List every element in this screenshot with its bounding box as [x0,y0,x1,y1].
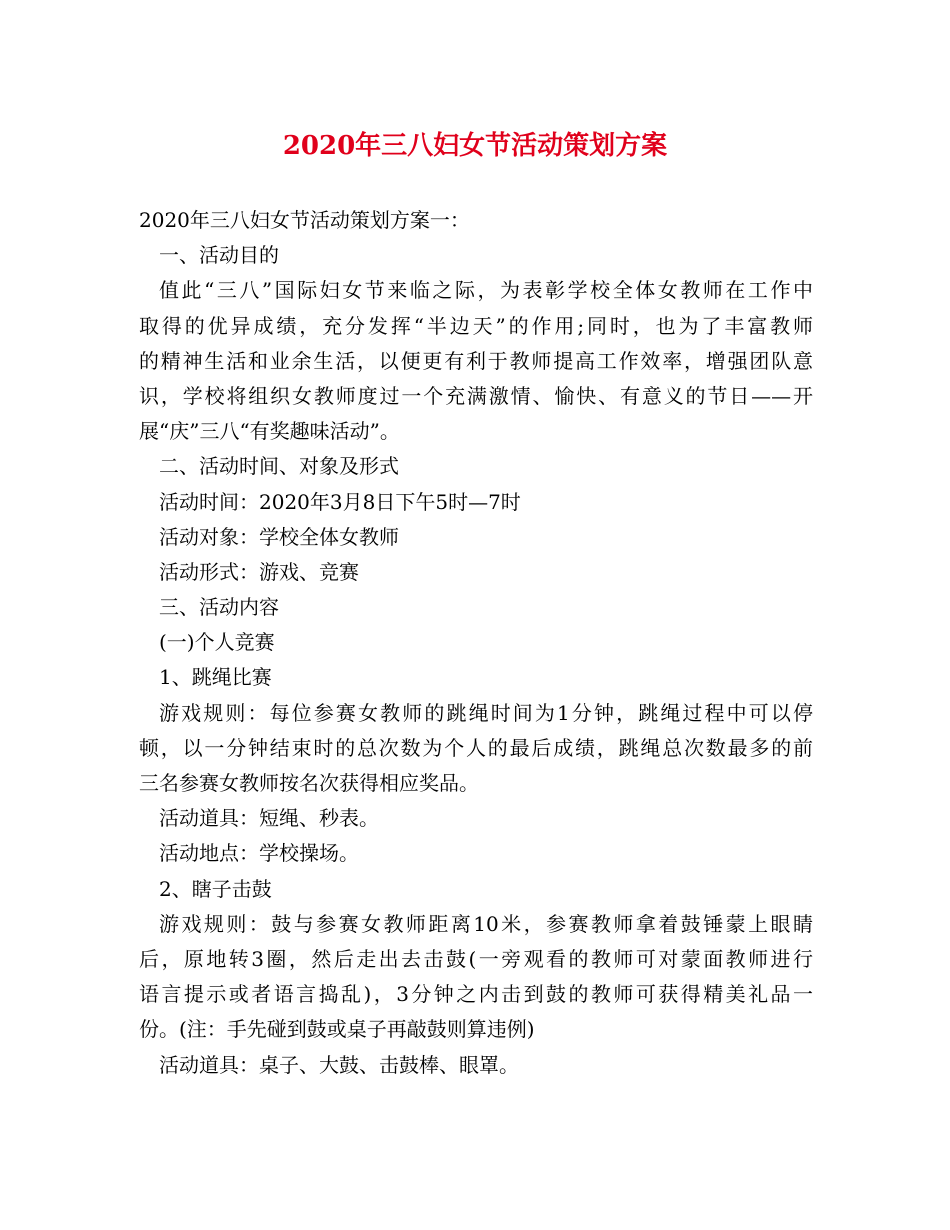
info-line-props: 活动道具：短绳、秒表。 [159,806,379,831]
section-heading-time: 二、活动时间、对象及形式 [159,454,399,479]
section-intro-heading: 2020年三八妇女节活动策划方案一： [139,208,470,232]
section-heading-purpose: 一、活动目的 [159,243,279,268]
info-line-props: 活动道具：桌子、大鼓、击鼓棒、眼罩。 [159,1052,519,1077]
item-heading-drum: 2、瞎子击鼓 [159,876,272,901]
paragraph-line: 顿，以一分钟结束时的总次数为个人的最后成绩，跳绳总次数最多的前 [139,735,813,760]
paragraph-line: 份。(注：手先碰到鼓或桌子再敲鼓则算违例) [139,1017,535,1042]
section-heading-content: 三、活动内容 [159,595,279,620]
paragraph-line: 值此“三八”国际妇女节来临之际，为表彰学校全体女教师在工作中 [159,278,813,303]
paragraph-line: 取得的优异成绩，充分发挥“半边天”的作用;同时，也为了丰富教师 [139,313,813,338]
info-line-participants: 活动对象：学校全体女教师 [159,524,399,549]
paragraph-line: 游戏规则：鼓与参赛女教师距离10米，参赛教师拿着鼓锤蒙上眼睛 [159,911,813,936]
subsection-heading: (一)个人竞赛 [159,630,275,655]
item-heading-rope: 1、跳绳比赛 [159,665,272,690]
paragraph-line: 后，原地转3圈，然后走出去击鼓(一旁观看的教师可对蒙面教师进行 [139,946,813,971]
paragraph-line: 识，学校将组织女教师度过一个充满激情、愉快、有意义的节日——开 [139,383,813,408]
info-line-time: 活动时间：2020年3月8日下午5时—7时 [159,489,521,514]
paragraph-line: 的精神生活和业余生活，以便更有利于教师提高工作效率，增强团队意 [139,348,813,373]
info-line-format: 活动形式：游戏、竞赛 [159,559,359,584]
document-body [139,203,813,1083]
document-title: 2020年三八妇女节活动策划方案 [282,131,668,161]
paragraph-line: 游戏规则：每位参赛女教师的跳绳时间为1分钟，跳绳过程中可以停 [159,700,813,725]
info-line-location: 活动地点：学校操场。 [159,841,359,866]
paragraph-line: 三名参赛女教师按名次获得相应奖品。 [139,771,479,795]
paragraph-line: 展“庆”三八“有奖趣味活动”。 [139,419,400,444]
paragraph-line: 语言提示或者语言捣乱)，3分钟之内击到鼓的教师可获得精美礼品一 [139,982,813,1007]
